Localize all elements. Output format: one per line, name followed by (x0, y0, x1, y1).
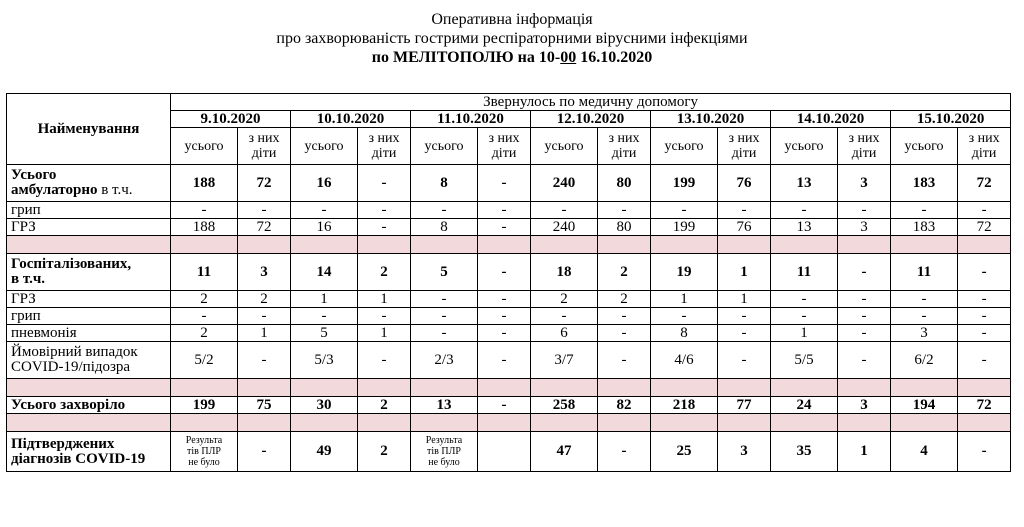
spacer-cell (771, 236, 838, 254)
table-row (7, 165, 1011, 202)
value-cell: 194 (891, 397, 958, 414)
morbidity-table (6, 93, 1011, 472)
value-cell: - (891, 202, 958, 219)
value-cell: - (411, 202, 478, 219)
value-cell: 3 (838, 397, 891, 414)
value-cell: 5 (291, 325, 358, 342)
date-header: 15.10.2020 (891, 111, 1011, 128)
spacer-cell (238, 379, 291, 397)
subheader-kids: з них діти (958, 128, 1011, 165)
value-cell: - (718, 202, 771, 219)
spacer-cell (771, 414, 838, 432)
value-cell: 1 (718, 254, 771, 291)
spacer-cell (531, 236, 598, 254)
value-cell: 14 (291, 254, 358, 291)
value-cell: 11 (891, 254, 958, 291)
value-cell: 1 (358, 291, 411, 308)
spacer-cell (7, 414, 171, 432)
pcr-note-cell: Результа тів ПЛР не було (171, 432, 238, 472)
spacer-cell (531, 414, 598, 432)
subheader-kids: з них діти (838, 128, 891, 165)
value-cell: - (598, 325, 651, 342)
value-cell: 1 (838, 432, 891, 472)
spacer-cell (718, 236, 771, 254)
value-cell: 199 (651, 165, 718, 202)
header-line-1: Оперативна інформація (431, 11, 593, 28)
date-header: 9.10.2020 (171, 111, 291, 128)
value-cell: - (531, 308, 598, 325)
value-cell: - (598, 308, 651, 325)
spacer-cell (171, 379, 238, 397)
value-cell: 2/3 (411, 342, 478, 379)
value-cell: 8 (411, 219, 478, 236)
subheader-all: усього (171, 128, 238, 165)
value-cell: 3 (718, 432, 771, 472)
spacer-cell (958, 236, 1011, 254)
spacer-cell (411, 236, 478, 254)
spacer-cell (598, 236, 651, 254)
subheader-all: усього (411, 128, 478, 165)
value-cell: - (478, 254, 531, 291)
value-cell: - (718, 325, 771, 342)
value-cell: - (771, 308, 838, 325)
spacer-cell (478, 414, 531, 432)
spacer-cell (7, 236, 171, 254)
value-cell: 2 (358, 432, 411, 472)
value-cell: 3 (838, 165, 891, 202)
value-cell: - (958, 254, 1011, 291)
value-cell: 2 (531, 291, 598, 308)
value-cell: 188 (171, 219, 238, 236)
value-cell: 2 (598, 254, 651, 291)
value-cell: 8 (411, 165, 478, 202)
spacer-cell (358, 379, 411, 397)
value-cell: - (171, 202, 238, 219)
value-cell: 199 (171, 397, 238, 414)
value-cell: - (238, 342, 291, 379)
value-cell: 4/6 (651, 342, 718, 379)
table-row (7, 219, 1011, 236)
value-cell: 188 (171, 165, 238, 202)
value-cell: - (358, 202, 411, 219)
value-cell: 13 (771, 219, 838, 236)
value-cell: 75 (238, 397, 291, 414)
spacer-cell (891, 236, 958, 254)
spacer-cell (171, 414, 238, 432)
value-cell: 5/5 (771, 342, 838, 379)
date-header: 12.10.2020 (531, 111, 651, 128)
value-cell: - (478, 342, 531, 379)
table-row (7, 291, 1011, 308)
row-name: ГРЗ (7, 219, 171, 236)
value-cell: - (478, 219, 531, 236)
value-cell: - (958, 202, 1011, 219)
value-cell: 25 (651, 432, 718, 472)
row-name: Госпіталізованих, в т.ч. (7, 254, 171, 291)
spacer-cell (478, 236, 531, 254)
table-row (7, 342, 1011, 379)
table-row (7, 325, 1011, 342)
subheader-all: усього (291, 128, 358, 165)
value-cell: - (598, 202, 651, 219)
date-header: 11.10.2020 (411, 111, 531, 128)
value-cell: - (238, 308, 291, 325)
row-name: ГРЗ (7, 291, 171, 308)
table-body (7, 165, 1011, 472)
header-line-3: по МЕЛІТОПОЛЮ на 10-00 16.10.2020 (371, 49, 653, 66)
value-cell: - (411, 308, 478, 325)
row-name: Ймовірний випадок COVID-19/підозра (7, 342, 171, 379)
value-cell: 30 (291, 397, 358, 414)
spacer-cell (358, 414, 411, 432)
spacer-cell (958, 414, 1011, 432)
name-column-header: Найменування (7, 94, 171, 165)
value-cell: 3 (838, 219, 891, 236)
value-cell: 72 (958, 219, 1011, 236)
date-header: 13.10.2020 (651, 111, 771, 128)
spacer-cell (718, 379, 771, 397)
value-cell: - (891, 308, 958, 325)
value-cell: - (838, 342, 891, 379)
value-cell: 72 (238, 219, 291, 236)
value-cell: 1 (771, 325, 838, 342)
spacer-cell (651, 236, 718, 254)
value-cell: - (478, 325, 531, 342)
table-row (7, 254, 1011, 291)
value-cell: - (771, 291, 838, 308)
spacer-cell (891, 379, 958, 397)
value-cell: 5/3 (291, 342, 358, 379)
subheader-all: усього (891, 128, 958, 165)
header-line-2: про захворюваність гострими респіраторними вірусними інфекціями (276, 30, 748, 47)
value-cell: - (598, 342, 651, 379)
value-cell: 8 (651, 325, 718, 342)
value-cell: 19 (651, 254, 718, 291)
value-cell: 6/2 (891, 342, 958, 379)
row-name: грип (7, 308, 171, 325)
value-cell: - (531, 202, 598, 219)
value-cell: 1 (651, 291, 718, 308)
value-cell: - (718, 308, 771, 325)
value-cell: - (958, 432, 1011, 472)
value-cell: - (358, 165, 411, 202)
value-cell: 3 (891, 325, 958, 342)
table-row (7, 432, 1011, 472)
subheader-kids: з них діти (718, 128, 771, 165)
value-cell: - (478, 202, 531, 219)
value-cell: 258 (531, 397, 598, 414)
value-cell: - (838, 308, 891, 325)
value-cell: 1 (358, 325, 411, 342)
value-cell: - (598, 432, 651, 472)
value-cell: - (238, 432, 291, 472)
row-name: Усього амбулаторно в т.ч. (7, 165, 171, 202)
subheader-all: усього (651, 128, 718, 165)
row-name: грип (7, 202, 171, 219)
value-cell: 72 (238, 165, 291, 202)
subheader-kids: з них діти (598, 128, 651, 165)
value-cell: 16 (291, 165, 358, 202)
spacer-cell (411, 379, 478, 397)
row-name: Усього захворіло (7, 397, 171, 414)
value-cell: 11 (171, 254, 238, 291)
value-cell: 1 (238, 325, 291, 342)
value-cell: - (238, 202, 291, 219)
spacer-cell (291, 379, 358, 397)
value-cell: - (718, 342, 771, 379)
subheader-all: усього (771, 128, 838, 165)
value-cell: 80 (598, 165, 651, 202)
table-row (7, 308, 1011, 325)
spacer-cell (838, 414, 891, 432)
value-cell: 1 (291, 291, 358, 308)
spacer-cell (291, 236, 358, 254)
spacer-cell (771, 379, 838, 397)
value-cell: 3/7 (531, 342, 598, 379)
spacer-row (7, 414, 1011, 432)
value-cell: 1 (718, 291, 771, 308)
spacer-cell (651, 379, 718, 397)
group-header: Звернулось по медичну допомогу (171, 94, 1011, 111)
value-cell: - (838, 291, 891, 308)
value-cell: - (478, 397, 531, 414)
value-cell: 72 (958, 397, 1011, 414)
value-cell: - (358, 308, 411, 325)
value-cell: - (411, 291, 478, 308)
value-cell: - (291, 202, 358, 219)
value-cell: - (291, 308, 358, 325)
value-cell: - (478, 291, 531, 308)
spacer-cell (651, 414, 718, 432)
value-cell: - (411, 325, 478, 342)
value-cell: 2 (171, 325, 238, 342)
value-cell: - (838, 202, 891, 219)
value-cell: - (838, 325, 891, 342)
spacer-cell (411, 414, 478, 432)
value-cell: 47 (531, 432, 598, 472)
value-cell: 11 (771, 254, 838, 291)
spacer-row (7, 379, 1011, 397)
value-cell: 77 (718, 397, 771, 414)
spacer-cell (7, 379, 171, 397)
value-cell: - (478, 165, 531, 202)
spacer-row (7, 236, 1011, 254)
value-cell: - (651, 308, 718, 325)
value-cell: - (958, 325, 1011, 342)
value-cell: 2 (358, 254, 411, 291)
value-cell: 2 (171, 291, 238, 308)
spacer-cell (598, 379, 651, 397)
value-cell: 199 (651, 219, 718, 236)
value-cell: 240 (531, 165, 598, 202)
value-cell: 24 (771, 397, 838, 414)
value-cell: 2 (598, 291, 651, 308)
value-cell: 2 (358, 397, 411, 414)
value-cell: 13 (771, 165, 838, 202)
value-cell: - (358, 219, 411, 236)
spacer-cell (531, 379, 598, 397)
value-cell (478, 432, 531, 472)
value-cell: - (958, 291, 1011, 308)
subheader-all: усього (531, 128, 598, 165)
value-cell: 6 (531, 325, 598, 342)
value-cell: 183 (891, 165, 958, 202)
value-cell: 82 (598, 397, 651, 414)
spacer-cell (358, 236, 411, 254)
value-cell: - (891, 291, 958, 308)
spacer-cell (598, 414, 651, 432)
row-name: пневмонія (7, 325, 171, 342)
value-cell: - (651, 202, 718, 219)
value-cell: 183 (891, 219, 958, 236)
value-cell: 2 (238, 291, 291, 308)
spacer-cell (478, 379, 531, 397)
value-cell: - (771, 202, 838, 219)
value-cell: 3 (238, 254, 291, 291)
value-cell: 13 (411, 397, 478, 414)
value-cell: 76 (718, 219, 771, 236)
value-cell: 18 (531, 254, 598, 291)
value-cell: 76 (718, 165, 771, 202)
value-cell: 80 (598, 219, 651, 236)
spacer-cell (238, 236, 291, 254)
value-cell: 49 (291, 432, 358, 472)
value-cell: 240 (531, 219, 598, 236)
document-header (0, 10, 1024, 67)
date-header: 10.10.2020 (291, 111, 411, 128)
spacer-cell (238, 414, 291, 432)
pcr-note-cell: Результа тів ПЛР не було (411, 432, 478, 472)
value-cell: 35 (771, 432, 838, 472)
table-row (7, 397, 1011, 414)
value-cell: 5 (411, 254, 478, 291)
date-header: 14.10.2020 (771, 111, 891, 128)
value-cell: - (958, 342, 1011, 379)
spacer-cell (171, 236, 238, 254)
value-cell: 72 (958, 165, 1011, 202)
spacer-cell (838, 379, 891, 397)
subheader-kids: з них діти (478, 128, 531, 165)
value-cell: - (958, 308, 1011, 325)
value-cell: 5/2 (171, 342, 238, 379)
spacer-cell (958, 379, 1011, 397)
value-cell: 4 (891, 432, 958, 472)
spacer-cell (838, 236, 891, 254)
value-cell: - (358, 342, 411, 379)
spacer-cell (891, 414, 958, 432)
subheader-kids: з них діти (238, 128, 291, 165)
row-name: Підтверджених діагнозів COVID-19 (7, 432, 171, 472)
value-cell: - (478, 308, 531, 325)
spacer-cell (291, 414, 358, 432)
subheader-kids: з них діти (358, 128, 411, 165)
value-cell: - (171, 308, 238, 325)
table-row (7, 202, 1011, 219)
value-cell: - (838, 254, 891, 291)
spacer-cell (718, 414, 771, 432)
value-cell: 16 (291, 219, 358, 236)
value-cell: 218 (651, 397, 718, 414)
